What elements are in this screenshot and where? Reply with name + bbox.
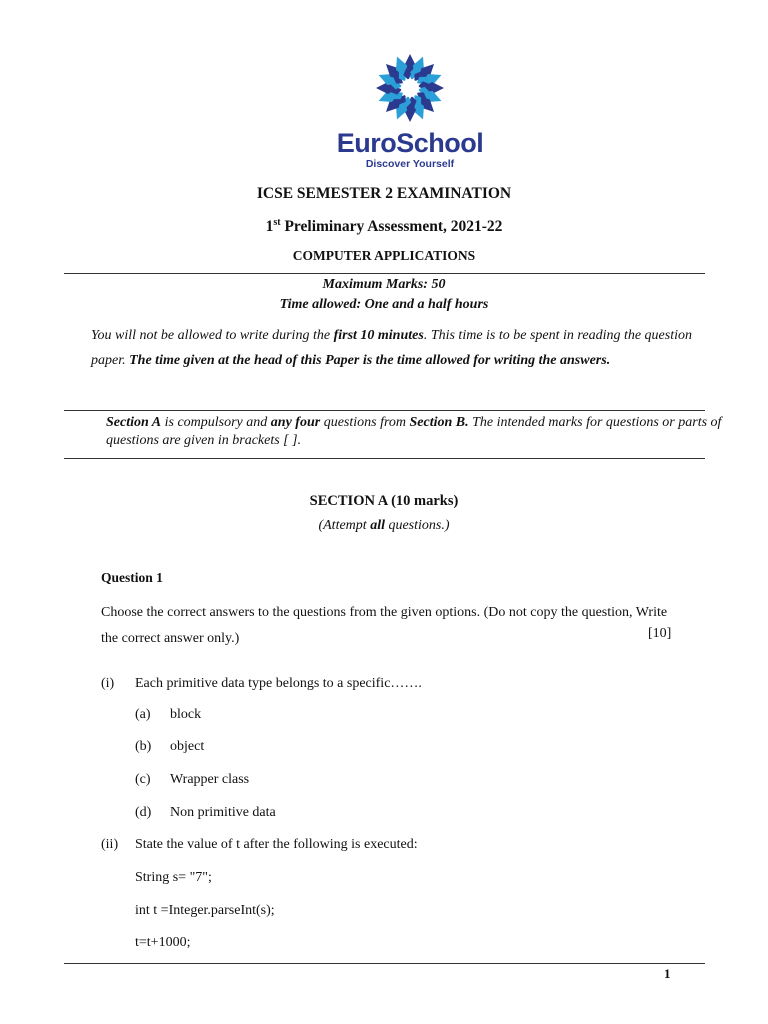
code-line: t=t+1000; xyxy=(135,935,191,950)
max-marks: Maximum Marks: 50 xyxy=(322,277,446,292)
code-line: int t =Integer.parseInt(s); xyxy=(135,903,275,918)
brand-name: EuroSchool xyxy=(336,128,484,158)
question-1-label: Question 1 xyxy=(101,570,163,585)
question-1-marks: [10] xyxy=(648,626,672,641)
section-a-title: SECTION A (10 marks) xyxy=(309,493,459,509)
footer-divider xyxy=(64,963,705,964)
option-text: block xyxy=(170,707,202,722)
option-text: object xyxy=(170,739,205,754)
option-label: (c) xyxy=(135,772,151,787)
part-number: (ii) xyxy=(101,837,119,852)
brand-tagline: Discover Yourself xyxy=(365,158,455,170)
option-label: (b) xyxy=(135,739,152,754)
option-text: Wrapper class xyxy=(170,772,250,787)
flower-emblem-icon xyxy=(330,50,490,125)
section-instruction: Section A is compulsory and any four questions from Section B. The intended marks for questions or parts of questions are given in brackets [ ]. xyxy=(106,415,722,448)
exam-title: ICSE SEMESTER 2 EXAMINATION xyxy=(256,185,512,202)
part-text: State the value of t after the following is executed: xyxy=(135,837,418,852)
code-line: String s= "7"; xyxy=(135,870,212,885)
page-number: 1 xyxy=(664,966,671,981)
reading-time-instruction: You will not be allowed to write during the first 10 minutes. This time is to be spent in reading the question paper. The time given at the head of this Paper is the time allowed for writing the answers. xyxy=(91,328,692,368)
option-text: Non primitive data xyxy=(170,805,276,820)
subject-title: COMPUTER APPLICATIONS xyxy=(292,248,476,263)
option-label: (a) xyxy=(135,707,151,722)
part-number: (i) xyxy=(101,676,115,691)
divider xyxy=(64,410,705,411)
option-label: (d) xyxy=(135,805,152,820)
assessment-title: 1st Preliminary Assessment, 2021-22 xyxy=(265,217,503,236)
section-a-attempt: (Attempt all questions.) xyxy=(318,518,450,533)
part-text: Each primitive data type belongs to a specific……. xyxy=(135,676,422,691)
divider xyxy=(64,458,705,459)
question-1-text: Choose the correct answers to the questions from the given options. (Do not copy the question, Write the correct answer only.) xyxy=(101,605,668,646)
school-logo xyxy=(330,50,490,175)
divider xyxy=(64,273,705,274)
time-allowed: Time allowed: One and a half hours xyxy=(279,297,489,312)
